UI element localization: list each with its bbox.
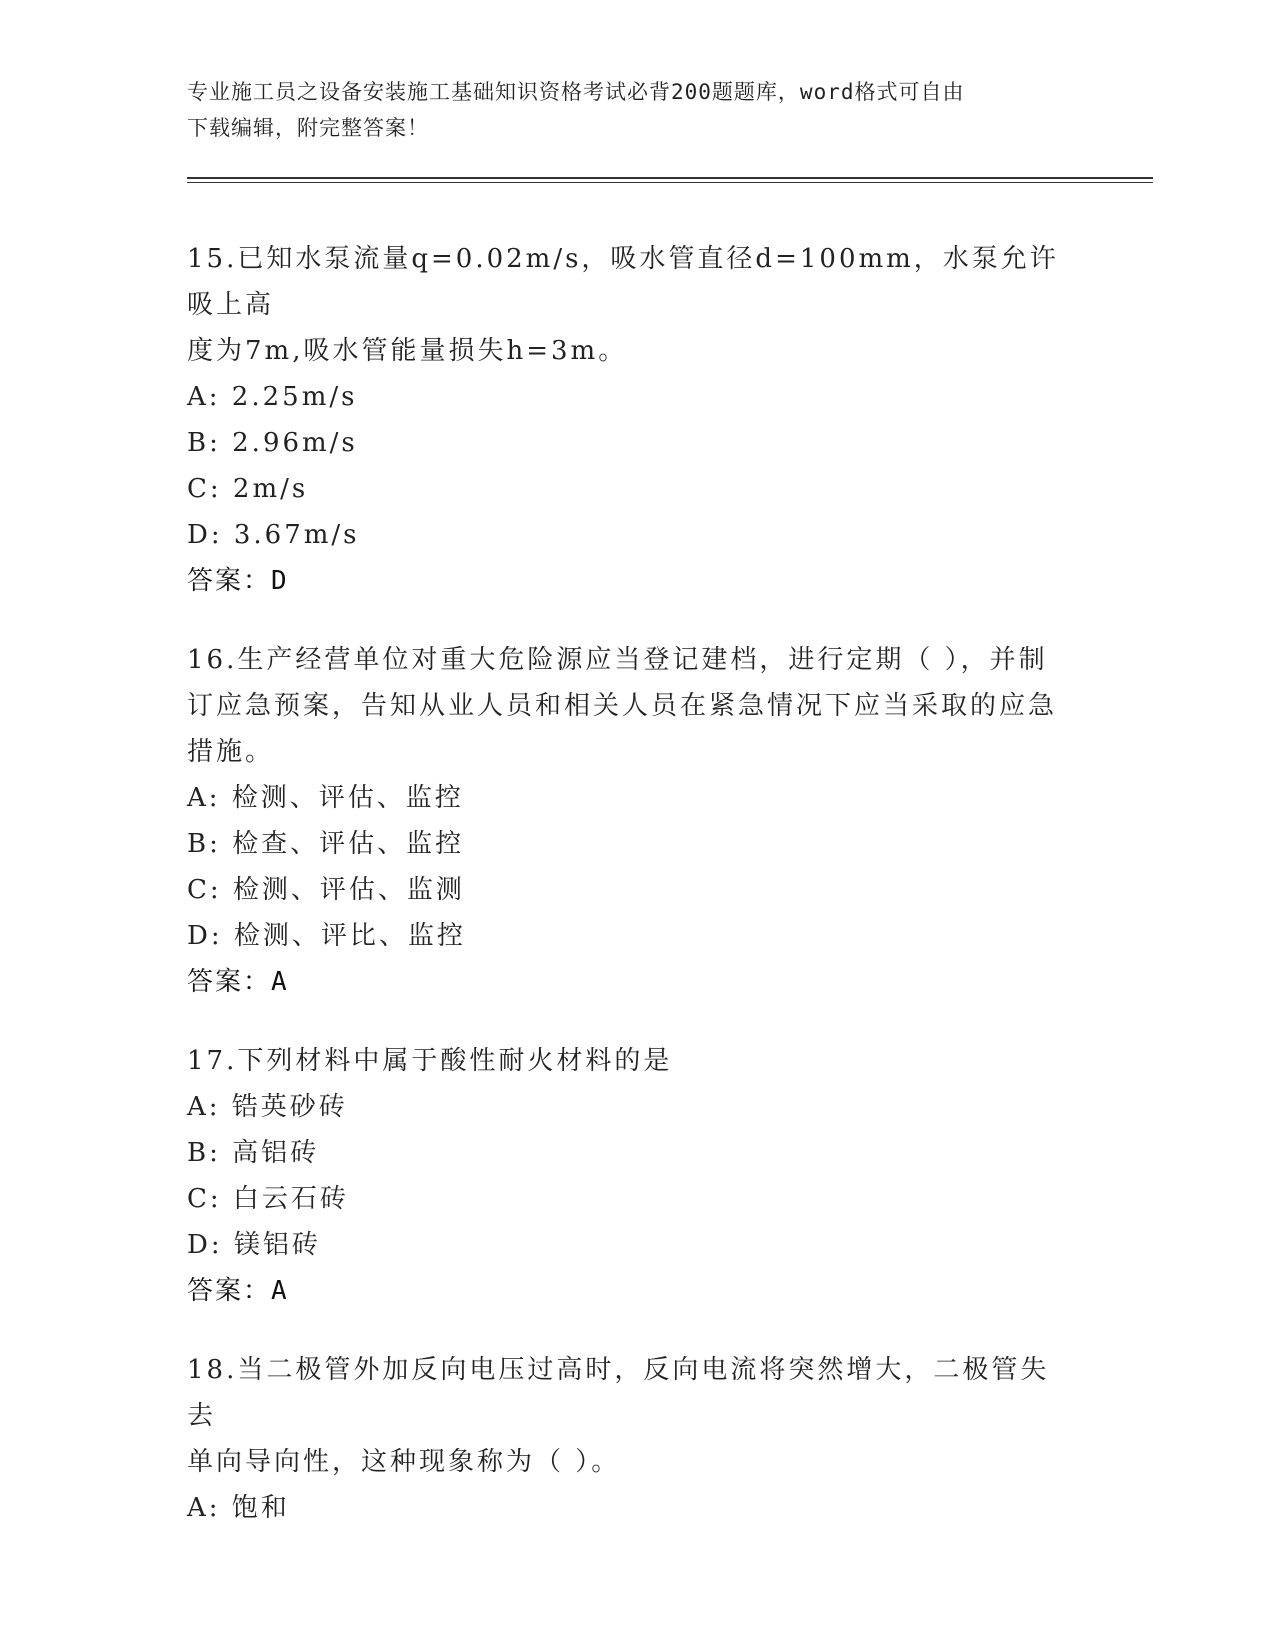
header-line-1: 专业施工员之设备安装施工基础知识资格考试必背200题题库，word格式可自由	[187, 80, 965, 104]
option-a: A: 2.25m/s	[187, 382, 358, 412]
question-stem-line: 17.下列材料中属于酸性耐火材料的是	[187, 1046, 673, 1076]
answer-line: 答案：A	[187, 1276, 289, 1306]
option-c: C: 2m/s	[187, 474, 309, 504]
option-d: D: 检测、评比、监控	[187, 921, 466, 951]
option-a: A: 检测、评估、监控	[187, 783, 464, 813]
option-a: A: 饱和	[187, 1493, 290, 1523]
option-d: D: 3.67m/s	[187, 520, 360, 550]
answer-line: 答案：A	[187, 967, 289, 997]
header-divider-thin	[187, 182, 1153, 183]
option-b: B: 高铝砖	[187, 1138, 320, 1168]
question-18	[187, 1347, 1067, 1531]
header-line-2: 下载编辑，附完整答案！	[187, 116, 429, 140]
answer-line: 答案：D	[187, 566, 289, 596]
question-stem-line: 措施。	[187, 737, 275, 767]
option-a: A: 锆英砂砖	[187, 1092, 348, 1122]
option-b: B: 检查、评估、监控	[187, 829, 465, 859]
question-list	[187, 236, 1067, 1564]
option-c: C: 检测、评估、监测	[187, 875, 465, 905]
question-15	[187, 236, 1067, 604]
question-16	[187, 637, 1067, 1005]
question-stem-line: 度为7m,吸水管能量损失h=3m。	[187, 336, 628, 366]
option-b: B: 2.96m/s	[187, 428, 358, 458]
question-stem-line: 订应急预案，告知从业人员和相关人员在紧急情况下应当采取的应急	[187, 691, 1058, 721]
header-divider-thick	[187, 177, 1153, 179]
option-d: D: 镁铝砖	[187, 1230, 321, 1260]
question-stem-line: 18.当二极管外加反向电压过高时，反向电流将突然增大，二极管失去	[187, 1355, 1050, 1431]
document-header	[187, 74, 1067, 146]
question-stem-line: 16.生产经营单位对重大危险源应当登记建档，进行定期（ ），并制	[187, 645, 1048, 675]
option-c: C: 白云石砖	[187, 1184, 349, 1214]
question-17	[187, 1038, 1067, 1314]
question-stem-line: 单向导向性，这种现象称为（ ）。	[187, 1447, 621, 1477]
question-stem-line: 15.已知水泵流量q=0.02m/s，吸水管直径d=100mm，水泵允许吸上高	[187, 244, 1059, 320]
